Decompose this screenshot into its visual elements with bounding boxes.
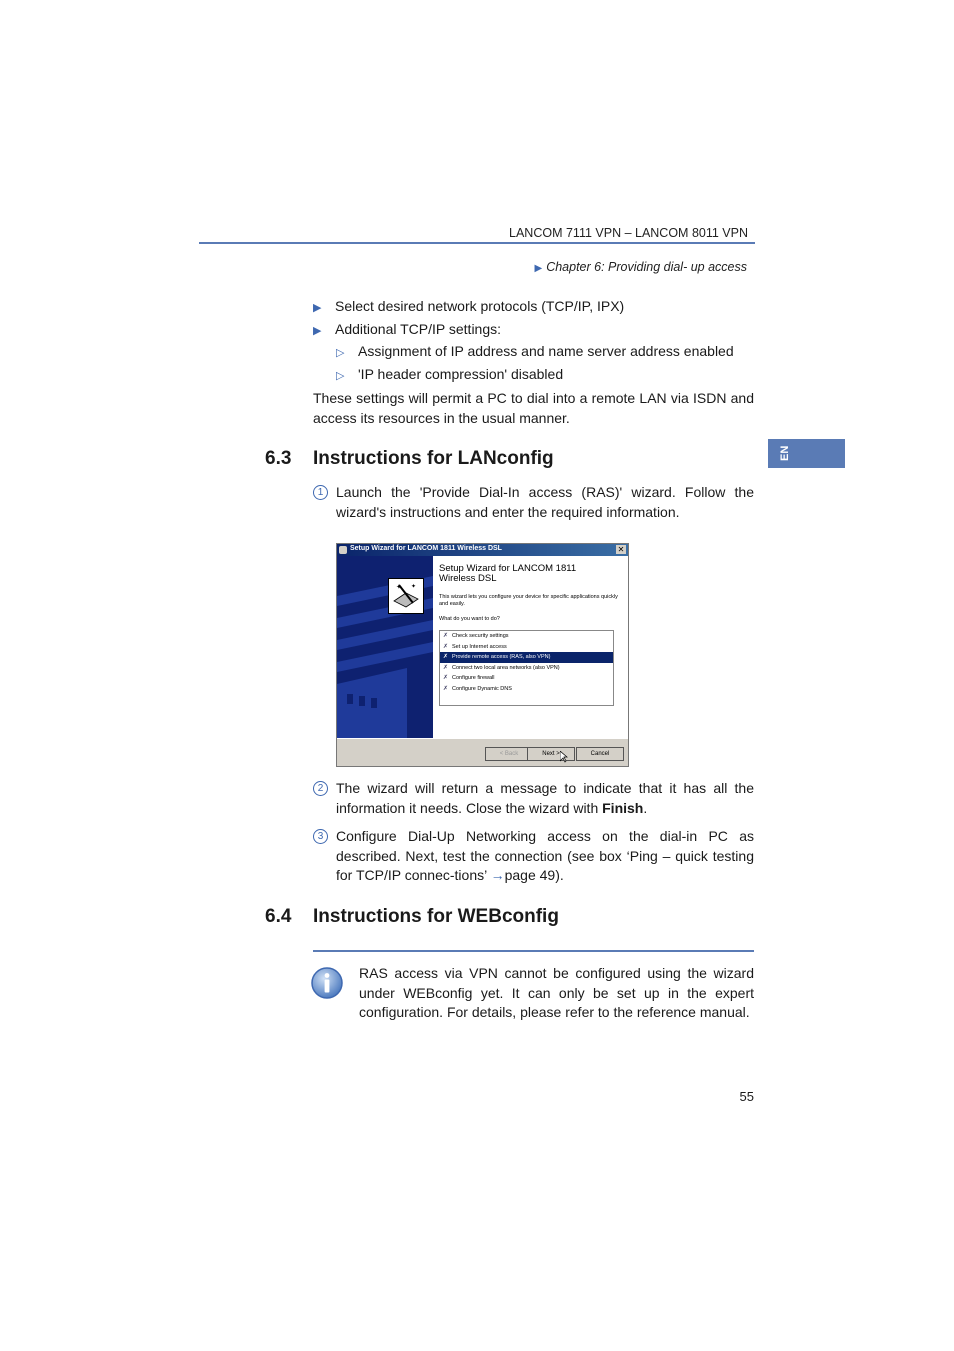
wizard-footer <box>337 738 628 767</box>
option-label: Provide remote access (RAS, also VPN) <box>452 654 551 660</box>
option-label: Configure Dynamic DNS <box>452 685 512 692</box>
wizard-option[interactable] <box>440 642 613 653</box>
info-icon <box>310 966 344 1000</box>
step-item <box>313 483 754 522</box>
wizard-content <box>433 556 628 738</box>
option-label: Configure firewall <box>452 675 495 681</box>
window-icon <box>339 546 347 554</box>
wrench-icon: ✗ <box>443 685 449 692</box>
outline-triangle-icon: ▷ <box>336 347 345 359</box>
wizard-option[interactable] <box>440 684 613 695</box>
wizard-window-title: Setup Wizard for LANCOM 1811 Wireless DSL <box>350 545 502 552</box>
svg-text:✦: ✦ <box>396 584 402 591</box>
close-icon[interactable]: ✕ <box>617 545 625 554</box>
sub-bullet-item <box>336 366 563 382</box>
option-label: Connect two local area networks (also VPN) <box>452 664 560 671</box>
wizard-side-graphic <box>337 556 433 738</box>
wizard-logo-icon <box>388 578 424 614</box>
wizard-option[interactable] <box>440 663 613 674</box>
section-title: Instructions for LANconfig <box>313 448 554 469</box>
triangle-bullet-icon: ▶ <box>313 302 322 314</box>
triangle-bullet-icon: ▶ <box>313 325 322 337</box>
bullet-text: Select desired network protocols (TCP/IP, IPX) <box>335 298 625 314</box>
chapter-label: Chapter 6: Providing dial- up access <box>546 260 747 274</box>
wizard-screenshot <box>336 543 629 767</box>
step-text-part: The wizard will return a message to indicate that it has all the information it needs. Close the wizard with <box>336 780 754 816</box>
next-button[interactable]: Next > <box>527 747 575 761</box>
step-number: 1 <box>313 485 328 500</box>
step-text-part: Configure Dial-Up Networking access on the dial-in PC as described. Next, test the connection (see box ‘Ping – quick testing for TCP/IP connec-tions’ <box>336 828 754 883</box>
mouse-cursor-icon <box>560 751 568 763</box>
section-number: 6.4 <box>265 906 292 927</box>
bullet-item <box>313 298 624 314</box>
chapter-breadcrumb <box>534 260 747 274</box>
arrow-icon: → <box>490 867 505 883</box>
wrench-icon: ✗ <box>443 633 449 639</box>
intro-paragraph: These settings will permit a PC to dial into a remote LAN via ISDN and access its resources in the usual manner. <box>313 390 754 426</box>
sub-bullet-text: Assignment of IP address and name server address enabled <box>358 343 734 359</box>
step-text-part: . <box>643 799 648 816</box>
wrench-icon: ✗ <box>443 654 449 660</box>
wizard-option[interactable] <box>440 673 613 684</box>
wizard-option[interactable] <box>440 631 613 642</box>
finish-keyword: Finish <box>602 799 644 816</box>
wrench-icon: ✗ <box>443 675 449 681</box>
section-number: 6.3 <box>265 448 292 469</box>
wrench-icon: ✗ <box>443 643 449 650</box>
sub-bullet-item <box>336 343 734 359</box>
bullet-text: Additional TCP/IP settings: <box>335 321 502 337</box>
step-text <box>336 827 754 886</box>
sub-bullet-text: 'IP header compression' disabled <box>358 366 564 382</box>
step-item <box>313 779 754 818</box>
option-label: Check security settings <box>452 633 509 639</box>
language-tab <box>768 439 845 468</box>
note-text: RAS access via VPN cannot be configured using the wizard under WEBconfig yet. It can only be set up in the expert configuration. For details, please refer to the reference manual. <box>359 965 754 1020</box>
page-number: 55 <box>739 1089 754 1104</box>
svg-text:✦: ✦ <box>411 584 417 590</box>
triangle-bullet-icon: ▶ <box>534 263 543 274</box>
header-rule <box>199 242 755 244</box>
step-number: 2 <box>313 781 328 796</box>
wizard-description: This wizard lets you configure your device for specific applications quickly and easily. <box>439 594 618 607</box>
option-label: Set up Internet access <box>452 643 507 650</box>
page-reference-link[interactable]: page 49). <box>504 867 564 883</box>
wizard-title-bar <box>337 544 628 556</box>
step-item <box>313 827 754 886</box>
wizard-options-list[interactable] <box>439 630 614 706</box>
step-text <box>336 779 754 818</box>
back-button[interactable]: < Back <box>485 747 533 761</box>
outline-triangle-icon: ▷ <box>336 370 345 382</box>
wrench-icon: ✗ <box>443 664 449 671</box>
bullet-item <box>313 321 501 337</box>
step-text: Launch the 'Provide Dial-In access (RAS)' wizard. Follow the wizard's instructions and enter the required information. <box>336 484 754 520</box>
step-number: 3 <box>313 829 328 844</box>
header-product: LANCOM 7111 VPN – LANCOM 8011 VPN <box>509 226 748 240</box>
wizard-option-selected[interactable] <box>440 652 613 663</box>
note-rule <box>313 950 754 952</box>
wizard-question: What do you want to do? <box>439 616 500 622</box>
cancel-button[interactable]: Cancel <box>576 747 624 761</box>
wizard-heading: Setup Wizard for LANCOM 1811 Wireless DSL <box>439 563 577 584</box>
section-title: Instructions for WEBconfig <box>313 906 559 927</box>
language-tab-label: EN <box>779 445 791 461</box>
